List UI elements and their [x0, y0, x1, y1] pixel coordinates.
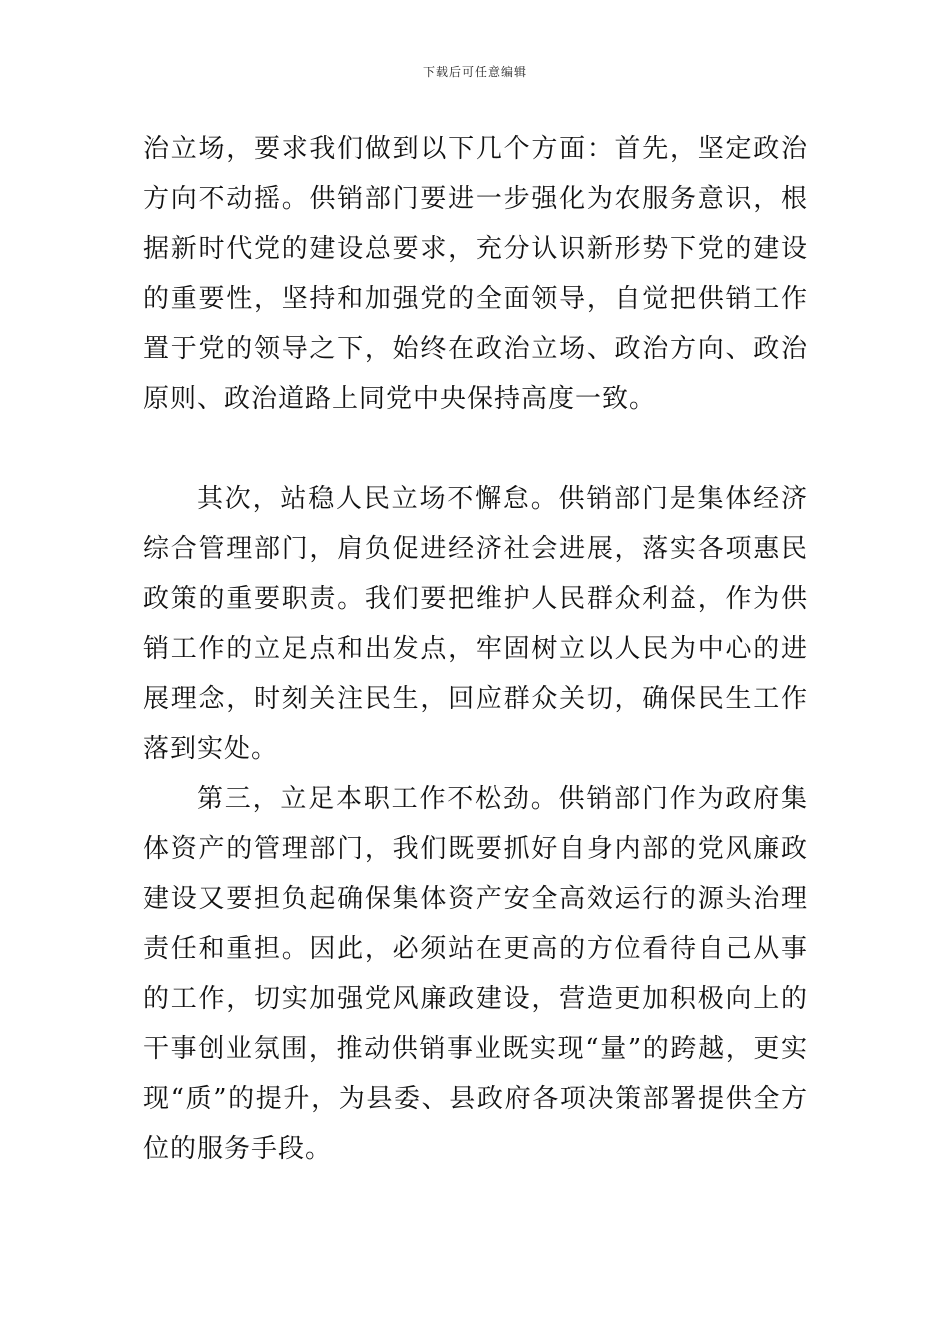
paragraph-2: 其次，站稳人民立场不懈怠。供销部门是集体经济综合管理部门，肩负促进经济社会进展，落实各项惠民政策的重要职责。我们要把维护人民群众利益，作为供销工作的立足点和出发点，牢固树立以人民为中心的进展理念，时刻关注民生，回应群众关切，确保民生工作落到实处。: [143, 484, 808, 764]
paragraph-1: 治立场，要求我们做到以下几个方面：首先，坚定政治方向不动摇。供销部门要进一步强化为农服务意识，根据新时代党的建设总要求，充分认识新形势下党的建设的重要性，坚持和加强党的全面领导，自觉把供销工作置于党的领导之下，始终在政治立场、政治方向、政治原则、政治道路上同党中央保持高度一致。: [143, 134, 808, 414]
paragraph-3: 第三，立足本职工作不松劲。供销部门作为政府集体资产的管理部门，我们既要抓好自身内部的党风廉政建设又要担负起确保集体资产安全高效运行的源头治理责任和重担。因此，必须站在更高的方位看待自己从事的工作，切实加强党风廉政建设，营造更加积极向上的干事创业氛围，推动供销事业既实现“量”的跨越，更实现“质”的提升，为县委、县政府各项决策部署提供全方位的服务手段。: [143, 784, 808, 1164]
page-header: 下载后可任意编辑: [422, 65, 527, 79]
